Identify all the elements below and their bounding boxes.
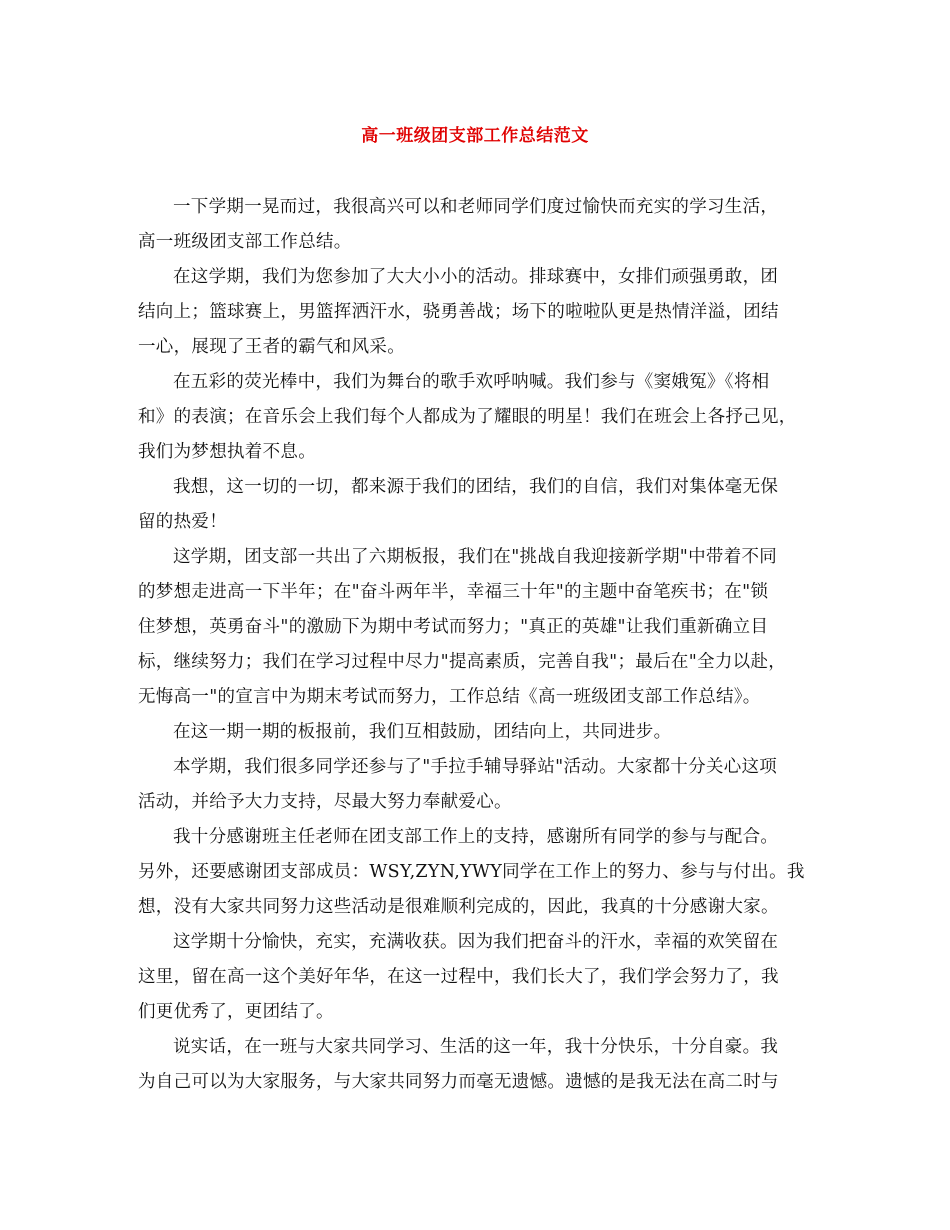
paragraph <box>138 540 814 715</box>
paragraph-line: 住梦想，英勇奋斗"的激励下为期中考试而努力；"真正的英雄"让我们重新确立目 <box>138 617 769 637</box>
document-title: 高一班级团支部工作总结范文 <box>361 126 589 146</box>
paragraph-line: 一下学期一晃而过，我很高兴可以和老师同学们度过愉快而充实的学习生活， <box>173 197 779 217</box>
paragraph-line: 结向上；篮球赛上，男篮挥洒汗水，骁勇善战；场下的啦啦队更是热情洋溢，团结 <box>138 302 779 322</box>
paragraph-line: 我十分感谢班主任老师在团支部工作上的支持，感谢所有同学的参与与配合。 <box>173 827 779 847</box>
paragraph-line: 和》的表演；在音乐会上我们每个人都成为了耀眼的明星！我们在班会上各抒己见， <box>138 407 797 427</box>
paragraph-line: 一心，展现了王者的霸气和风采。 <box>138 337 405 357</box>
paragraph-line: 想，没有大家共同努力这些活动是很难顺利完成的，因此，我真的十分感谢大家。 <box>138 897 779 917</box>
paragraph-line: 另外，还要感谢团支部成员：WSY,ZYN,YWY同学在工作上的努力、参与与付出。我 <box>138 862 805 882</box>
paragraph-line: 标，继续努力；我们在学习过程中尽力"提高素质，完善自我"；最后在"全力以赴， <box>138 652 787 672</box>
paragraph-line: 为自己可以为大家服务，与大家共同努力而毫无遗憾。遗憾的是我无法在高二时与 <box>138 1072 779 1092</box>
paragraph <box>138 820 814 925</box>
paragraph-line: 说实话，在一班与大家共同学习、生活的这一年，我十分快乐，十分自豪。我 <box>173 1037 779 1057</box>
paragraph <box>138 715 814 750</box>
paragraph-line: 在这一期一期的板报前，我们互相鼓励，团结向上，共同进步。 <box>173 722 672 742</box>
paragraph-line: 在五彩的荧光棒中，我们为舞台的歌手欢呼呐喊。我们参与《窦娥冤》《将相 <box>173 372 770 392</box>
paragraph <box>138 1030 814 1100</box>
paragraph <box>138 190 814 260</box>
paragraph-line: 的梦想走进高一下半年；在"奋斗两年半，幸福三十年"的主题中奋笔疾书；在"锁 <box>138 582 769 602</box>
paragraph <box>138 750 814 820</box>
paragraph-line: 高一班级团支部工作总结。 <box>138 232 352 252</box>
paragraph-line: 我们为梦想执着不息。 <box>138 442 316 462</box>
paragraph <box>138 470 814 540</box>
paragraph-line: 留的热爱！ <box>138 512 227 532</box>
paragraph-line: 这学期，团支部一共出了六期板报，我们在"挑战自我迎接新学期"中带着不同 <box>173 547 778 567</box>
paragraph <box>138 365 814 470</box>
paragraph-line: 这里，留在高一这个美好年华，在这一过程中，我们长大了，我们学会努力了，我 <box>138 967 779 987</box>
paragraph-line: 们更优秀了，更团结了。 <box>138 1002 334 1022</box>
paragraph-line: 本学期，我们很多同学还参与了"手拉手辅导驿站"活动。大家都十分关心这项 <box>173 757 778 777</box>
paragraph-line: 我想，这一切的一切，都来源于我们的团结，我们的自信，我们对集体毫无保 <box>173 477 779 497</box>
paragraph <box>138 260 814 365</box>
paragraph-line: 这学期十分愉快，充实，充满收获。因为我们把奋斗的汗水，幸福的欢笑留在 <box>173 932 779 952</box>
paragraph-line: 在这学期，我们为您参加了大大小小的活动。排球赛中，女排们顽强勇敢，团 <box>173 267 779 287</box>
document-body <box>138 190 814 1100</box>
paragraph-line: 无悔高一"的宣言中为期末考试而努力，工作总结《高一班级团支部工作总结》。 <box>138 687 761 707</box>
paragraph-line: 活动，并给予大力支持，尽最大努力奉献爱心。 <box>138 792 512 812</box>
paragraph <box>138 925 814 1030</box>
